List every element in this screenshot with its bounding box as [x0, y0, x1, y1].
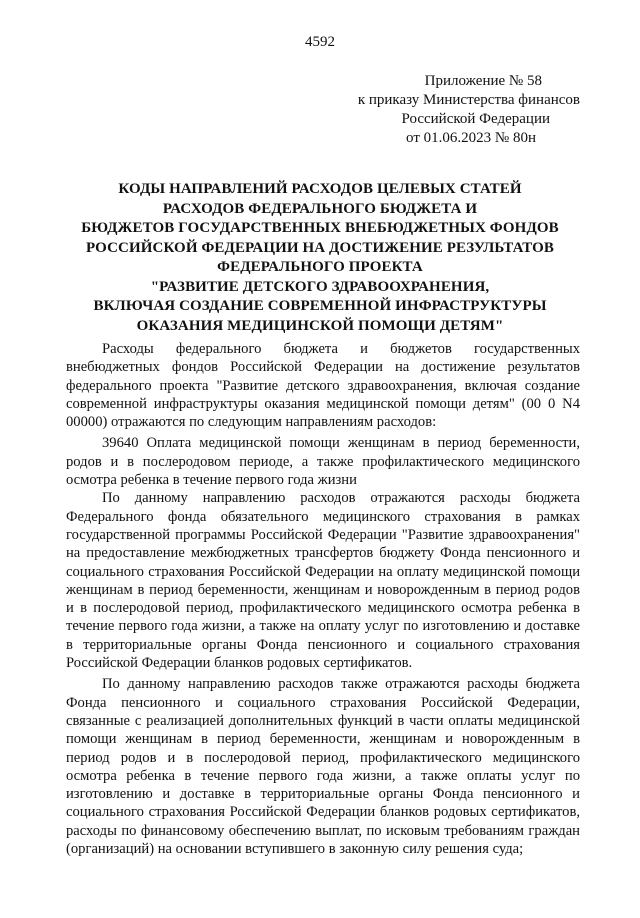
title-line: "РАЗВИТИЕ ДЕТСКОГО ЗДРАВООХРАНЕНИЯ, — [150, 278, 490, 295]
document-body — [66, 340, 580, 858]
title-line: КОДЫ НАПРАВЛЕНИЙ РАСХОДОВ ЦЕЛЕВЫХ СТАТЕЙ — [118, 181, 522, 197]
intro-paragraph: Расходы федерального бюджета и бюджетов государственных внебюджетных фондов Российской Федерации на достижение результатов федерального проекта "Развитие детского здравоохранения, включая создание современной инфраструктуры оказания медицинской помощи детям" (00 0 N4 00000) отражаются по следующим направлениям расходов: — [66, 341, 580, 431]
body-paragraph: По данному направлению расходов также отражаются расходы бюджета Фонда пенсионного и социального страхования Российской Федерации, связанные с реализацией дополнительных функций в части оплаты медицинской помощи женщинам в период беременности, женщинам и новорожденным в период родов и в послеродовой период, профилактического медицинского осмотра ребенка в течение первого года жизни, а также оплаты услуг по изготовлению и доставке в территориальные органы Фонда пенсионного и социального страхования Российской Федерации бланков родовых сертификатов, расходы по финансовому обеспечению выплат, по исковым требованиям граждан (организаций) на основании вступившего в законную силу решения суда; — [66, 676, 580, 858]
expense-code-heading: 39640 Оплата медицинской помощи женщинам в период беременности, родов и в послеродовом периоде, а также профилактического медицинского осмотра ребенка в течение первого года жизни — [66, 435, 580, 489]
title-line: БЮДЖЕТОВ ГОСУДАРСТВЕННЫХ ВНЕБЮДЖЕТНЫХ ФОНДОВ — [81, 220, 559, 236]
title-line: РОССИЙСКОЙ ФЕДЕРАЦИИ НА ДОСТИЖЕНИЕ РЕЗУЛЬТАТОВ — [86, 239, 554, 256]
appendix-line-3: Российской Федерации — [401, 111, 550, 127]
document-title — [60, 180, 580, 336]
page-number: 4592 — [305, 34, 335, 50]
appendix-line-1: Приложение № 58 — [424, 73, 542, 89]
title-line: ВКЛЮЧАЯ СОЗДАНИЕ СОВРЕМЕННОЙ ИНФРАСТРУКТУРЫ — [93, 298, 547, 314]
appendix-header — [280, 72, 580, 148]
body-paragraph: По данному направлению расходов отражаются расходы бюджета Федерального фонда обязательного медицинского страхования в рамках государственной программы Российской Федерации "Развитие здравоохранения" на предоставление межбюджетных трансфертов бюджету Фонда пенсионного и социального страхования Российской Федерации на оплату медицинской помощи женщинам в период беременности, женщинам и новорожденным в период родов и в послеродовой период, профилактического медицинского осмотра ребенка в течение первого года жизни, а также на оплату услуг по изготовлению и доставке в территориальные органы Фонда пенсионного и социального страхования Российской Федерации бланков родовых сертификатов. — [66, 490, 580, 672]
title-line: ФЕДЕРАЛЬНОГО ПРОЕКТА — [217, 259, 423, 275]
appendix-line-2: к приказу Министерства финансов — [357, 92, 580, 108]
title-line: ОКАЗАНИЯ МЕДИЦИНСКОЙ ПОМОЩИ ДЕТЯМ" — [136, 317, 504, 334]
appendix-line-4: от 01.06.2023 № 80н — [406, 130, 536, 146]
title-line: РАСХОДОВ ФЕДЕРАЛЬНОГО БЮДЖЕТА И — [162, 200, 478, 217]
